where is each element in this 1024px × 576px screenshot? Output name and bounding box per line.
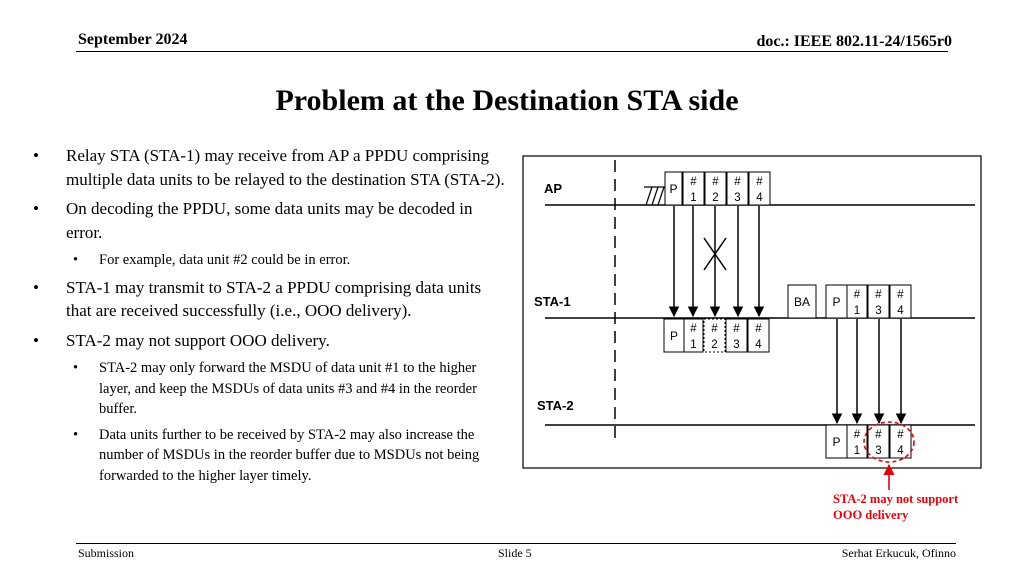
slide-title: Problem at the Destination STA side <box>275 84 739 117</box>
ap-unit-number: 4 <box>756 192 763 204</box>
hatch-marks <box>644 187 666 205</box>
footer-divider <box>76 543 956 544</box>
sub-bullet-item: • For example, data unit #2 could be in error. <box>28 250 508 271</box>
sta1-rx-preamble-label: P <box>669 329 679 343</box>
sta1-tx-unit-number: 4 <box>897 305 904 317</box>
bullet-item: • STA-2 may not support OOO delivery. <box>28 329 508 353</box>
ap-label: AP <box>544 181 563 196</box>
sta1-rx-unit-number: 4 <box>755 339 762 351</box>
sub-bullet-item: • STA-2 may only forward the MSDU of data unit #1 to the higher layer, and keep the MSDUs of data units #3 and #4 in the reorder buffer. <box>28 358 508 420</box>
sta1-rx-unit-number: 3 <box>733 339 740 351</box>
sta1-tx-unit-hash: # <box>897 289 904 301</box>
sta1-rx-unit-hash: # <box>690 323 697 335</box>
sta1-tx-preamble-label: P <box>832 295 841 309</box>
sta1-rx-ppdu <box>664 319 769 352</box>
ap-preamble-label: P <box>669 182 678 196</box>
sta1-tx-ppdu <box>826 285 911 318</box>
footer-submission: Submission <box>78 546 135 560</box>
sta1-tx-unit-hash: # <box>875 289 882 301</box>
sta1-label: STA-1 <box>534 294 571 309</box>
sta1-tx-unit-number: 1 <box>853 305 861 317</box>
ap-unit-hash: # <box>712 176 719 188</box>
sta1-tx-unit-number: 3 <box>875 305 882 317</box>
bullet-item: • Relay STA (STA-1) may receive from AP a PPDU comprising multiple data units to be relayed to the destination STA (STA-2). <box>28 144 508 191</box>
footer-author: Serhat Erkucuk, Ofinno <box>841 546 956 560</box>
ap-unit-number: 2 <box>712 192 719 204</box>
bullet-item: • STA-1 may transmit to STA-2 a PPDU comprising data units that are received successfully (i.e., OOO delivery). <box>28 276 508 323</box>
ap-to-sta1-arrows <box>674 206 759 316</box>
header-date: September 2024 <box>78 31 188 48</box>
ap-unit-hash: # <box>690 176 697 188</box>
ap-unit-hash: # <box>756 176 763 188</box>
sta2-rx-unit-hash: # <box>875 429 882 441</box>
sta1-to-sta2-arrows <box>837 319 901 423</box>
bullet-item: • On decoding the PPDU, some data units may be decoded in error. <box>28 197 508 244</box>
sta1-tx-unit-hash: # <box>853 289 861 301</box>
footer-slide-number: Slide 5 <box>498 546 532 560</box>
sta1-rx-unit-number: 1 <box>690 339 697 351</box>
ba-label: BA <box>793 295 811 309</box>
sta2-rx-unit-hash: # <box>853 429 861 441</box>
sta2-rx-unit-number: 1 <box>853 445 861 457</box>
sta2-label: STA-2 <box>537 398 574 413</box>
sta1-rx-unit-hash: # <box>733 323 740 335</box>
sta1-rx-unit-hash: # <box>755 323 762 335</box>
ap-unit-number: 1 <box>690 192 697 204</box>
header-doc-id: doc.: IEEE 802.11-24/1565r0 <box>756 33 952 50</box>
sta1-rx-unit-hash: # <box>711 323 718 335</box>
ooo-note: STA-2 may not support OOO delivery <box>833 492 959 522</box>
sta2-rx-unit-number: 3 <box>875 445 882 457</box>
ap-ppdu <box>665 172 770 205</box>
sta2-rx-preamble-label: P <box>832 435 841 449</box>
sub-bullet-item: • Data units further to be received by STA-2 may also increase the number of MSDUs in the reorder buffer due to MSDUs not being forwarded to the higher layer timely. <box>28 425 508 487</box>
ap-unit-number: 3 <box>734 192 741 204</box>
sta1-rx-unit-number: 2 <box>711 339 718 351</box>
sta2-rx-unit-number: 4 <box>897 445 904 457</box>
sta2-rx-unit-hash: # <box>897 429 904 441</box>
ap-unit-hash: # <box>734 176 741 188</box>
